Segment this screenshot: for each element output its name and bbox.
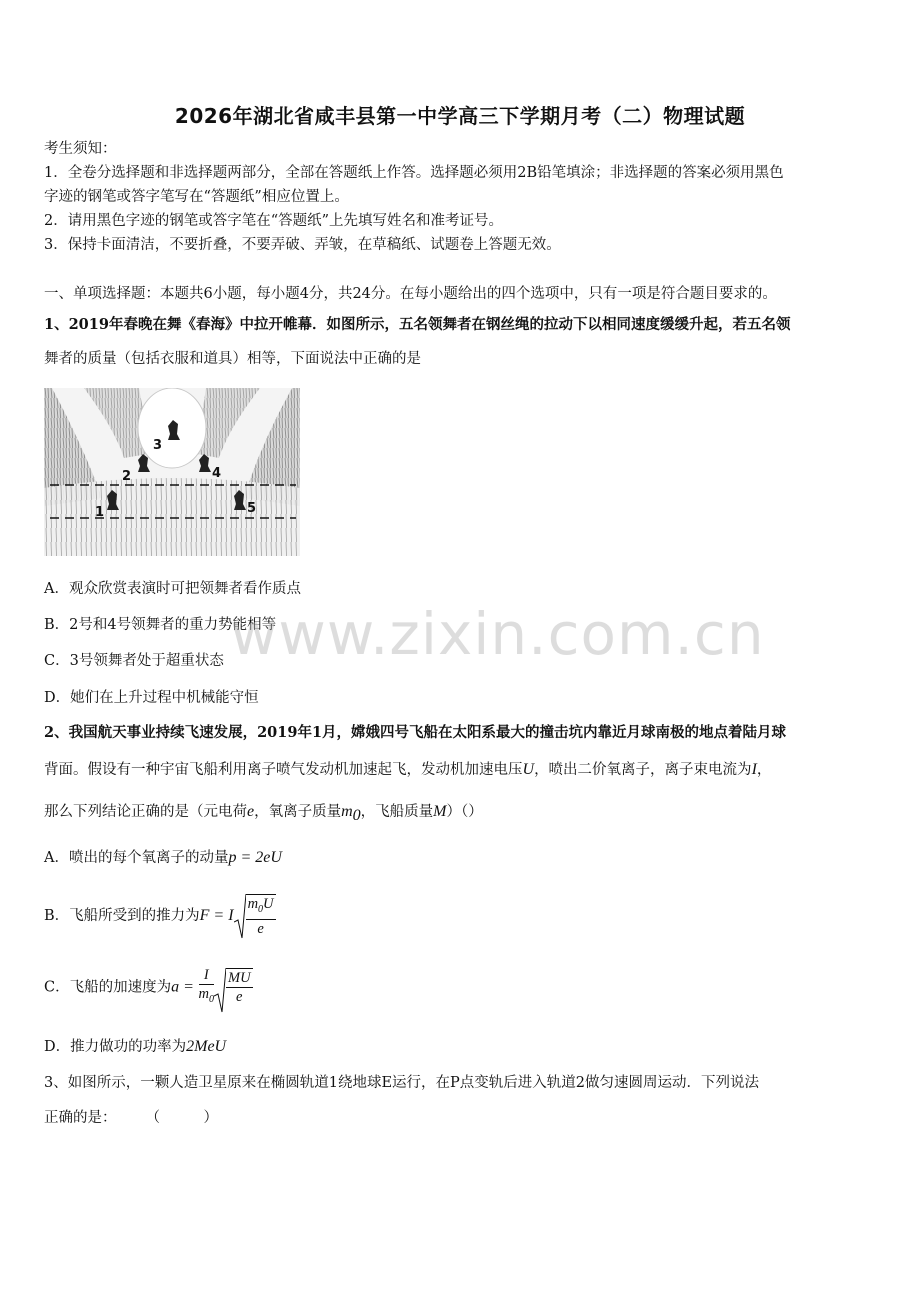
question-2-stem: 2、我国航天事业持续飞速发展，2019年1月，嫦娥四号飞船在太阳系最大的撞击坑内靠近月球南极的地点着陆月球 — [44, 724, 787, 741]
dancer-label-5: 5 — [247, 501, 257, 516]
voltage-symbol: U — [522, 761, 535, 778]
charge-symbol: e — [247, 803, 255, 820]
q2-option-d: D．推力做功的功率为2MeU — [44, 1038, 227, 1055]
question-3-stem-cont: 正确的是： （ ） — [44, 1110, 218, 1126]
fraction: $\frac{m_0U}{e}$ — [247, 896, 274, 937]
dancer-label-2: 2 — [122, 469, 132, 484]
q1-option-d: D．她们在上升过程中机械能守恒 — [44, 690, 259, 706]
notice-item: 3．保持卡面清洁，不要折叠，不要弄破、弄皱，在草稿纸、试题卷上答题无效。 — [44, 237, 561, 253]
dancer-label-1: 1 — [95, 505, 105, 520]
q1-option-c: C．3号领舞者处于超重状态 — [44, 653, 224, 669]
question-1-stem: 1、2019年春晚在舞《春海》中拉开帷幕．如图所示，五名领舞者在钢丝绳的拉动下以相同速度缓缓升起，若五名领 — [44, 316, 791, 333]
notice-item: 2．请用黑色字迹的钢笔或答字笔在“答题纸”上先填写姓名和准考证号。 — [44, 213, 504, 229]
q2-option-a: A．喷出的每个氧离子的动量p = 2eU — [44, 849, 282, 866]
ship-mass-symbol: M — [433, 803, 447, 820]
formula-momentum: p = 2eU — [228, 849, 282, 866]
ion-mass-symbol: m — [341, 803, 353, 820]
page-title: 2026年湖北省咸丰县第一中学高三下学期月考（二）物理试题 — [174, 104, 746, 128]
question-2-stem-cont: 背面。假设有一种宇宙飞船利用离子喷气发动机加速起飞，发动机加速电压U，喷出二价氧离子，离子束电流为I， — [44, 761, 772, 778]
question-3-stem: 3、如图所示，一颗人造卫星原来在椭圆轨道1绕地球E运行，在P点变轨后进入轨道2做匀速圆周运动．下列说法 — [44, 1075, 760, 1091]
formula-power: 2MeU — [186, 1038, 227, 1055]
sqrt-sign — [234, 894, 276, 938]
notice-item: 1．全卷分选择题和非选择题两部分，全部在答题纸上作答。选择题必须用2B铅笔填涂；非选择题的答案必须用黑色 — [44, 165, 784, 181]
q1-option-a: A．观众欣赏表演时可把领舞者看作质点 — [44, 581, 301, 597]
section-heading: 一、单项选择题：本题共6小题，每小题4分，共24分。在每小题给出的四个选项中，只有一项是符合题目要求的。 — [44, 286, 777, 302]
sqrt-sign — [214, 968, 253, 1006]
current-symbol: I — [751, 761, 757, 778]
watermark: www.zixin.com.cn — [230, 600, 765, 668]
stage-photo — [44, 388, 300, 556]
question-1-stem-cont: 舞者的质量（包括衣服和道具）相等，下面说法中正确的是 — [44, 351, 421, 367]
fraction: $\frac{I}{m_0}$ — [198, 967, 214, 1005]
q1-option-b: B．2号和4号领舞者的重力势能相等 — [44, 617, 277, 633]
question-2-stem-cont2: 那么下列结论正确的是（元电荷e，氧离子质量$m_0$，飞船质量M）（） — [44, 803, 483, 824]
formula-thrust-lhs: F = I — [199, 906, 234, 924]
dancer-label-4: 4 — [212, 466, 222, 481]
dancer-label-3: 3 — [153, 438, 163, 453]
notice-heading: 考生须知： — [44, 141, 117, 157]
fraction: $\frac{MU}{e}$ — [227, 970, 251, 1006]
stage-photo-svg — [44, 388, 300, 556]
notice-item: 字迹的钢笔或答字笔写在“答题纸”相应位置上。 — [44, 189, 349, 205]
q2-option-c: C．飞船的加速度为a = $\frac{I}{m_0}$ $\frac{MU}{e}$ — [44, 966, 880, 1018]
q2-option-b: B．飞船所受到的推力为F = I $\frac{m_0U}{e}$ — [44, 896, 274, 937]
formula-accel-lhs: a = — [171, 978, 194, 996]
